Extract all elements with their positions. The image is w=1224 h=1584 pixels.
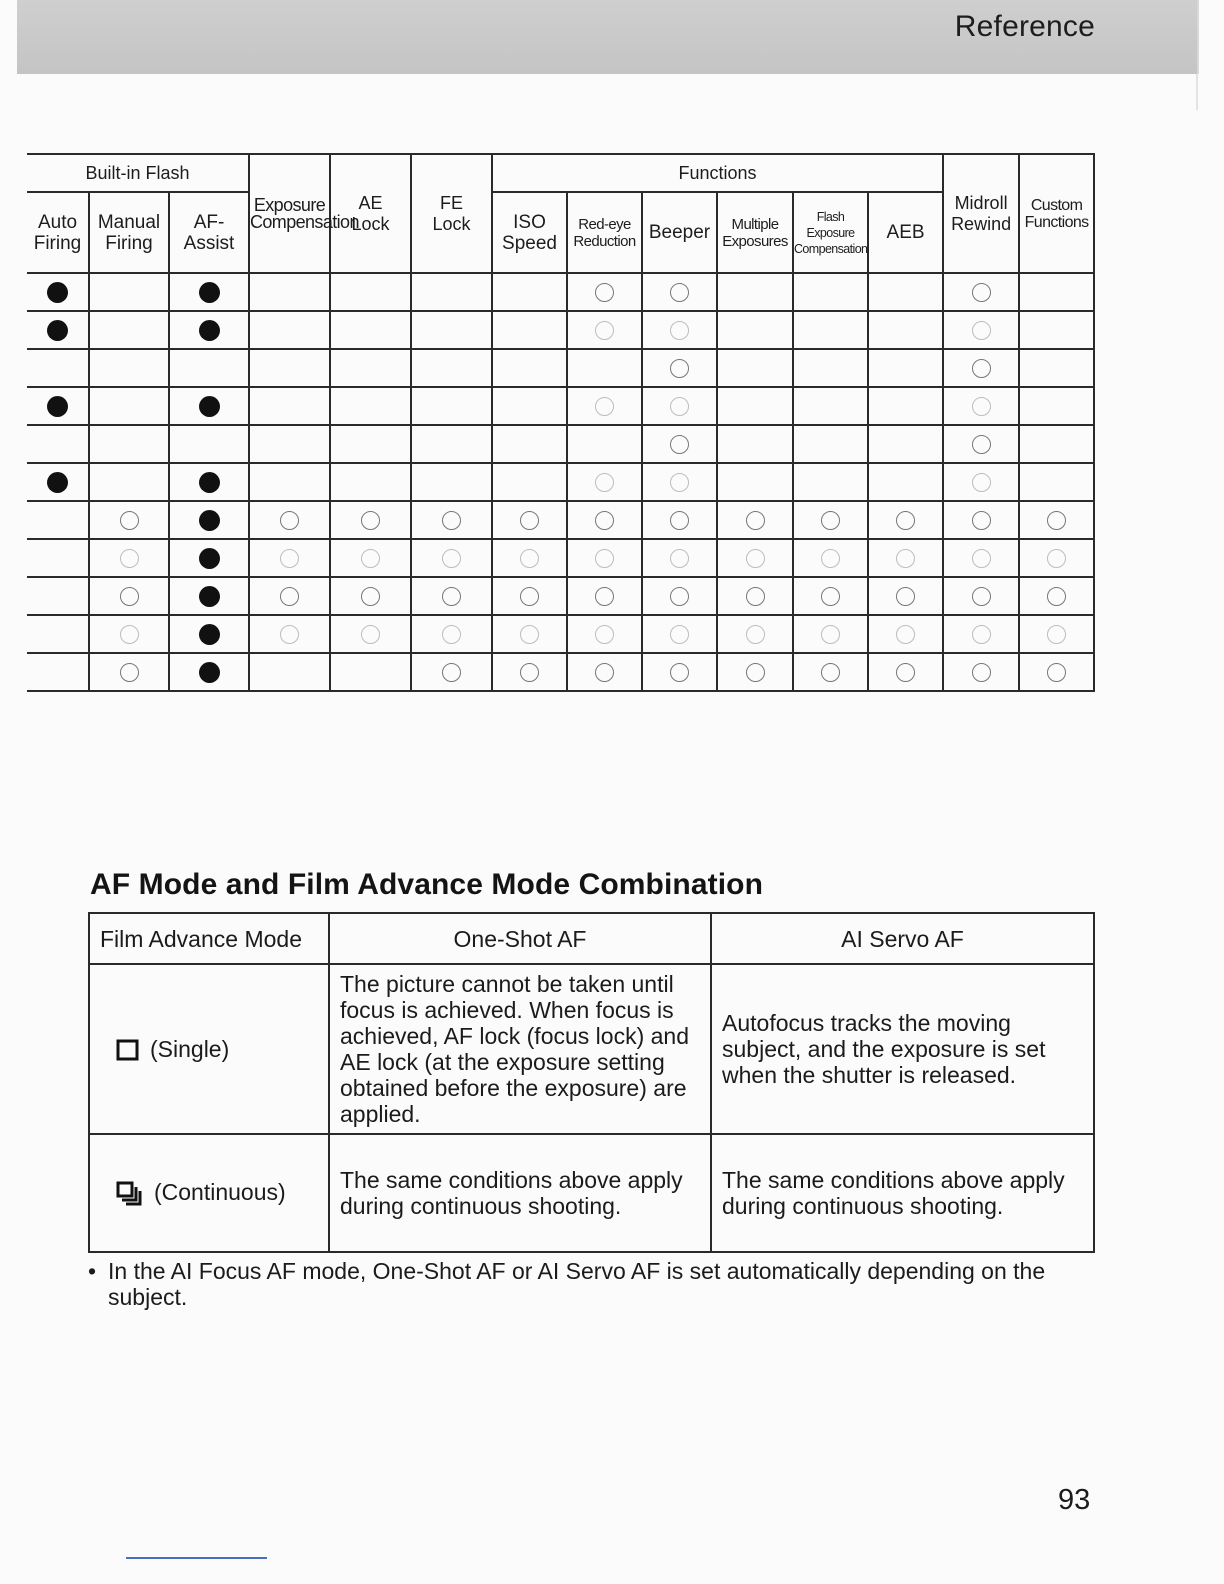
open-circle-icon: [746, 549, 765, 568]
grid-cell-auto-firing: [27, 425, 89, 463]
open-circle-icon: [972, 435, 991, 454]
grid-cell-exposure-comp: [249, 273, 330, 311]
open-circle-icon: [746, 587, 765, 606]
grid-cell-iso-speed: [492, 311, 567, 349]
grid-cell-aeb: [868, 349, 943, 387]
grid-cell-custom-functions: [1019, 501, 1094, 539]
grid-cell-ae-lock: [330, 463, 411, 501]
grid-row: [27, 539, 1094, 577]
filled-dot-icon: [199, 586, 220, 607]
open-circle-icon: [972, 473, 991, 492]
footnote: [88, 1258, 1098, 1310]
open-circle-icon: [896, 511, 915, 530]
grid-cell-custom-functions: [1019, 577, 1094, 615]
filled-dot-icon: [199, 472, 220, 493]
filled-dot-icon: [199, 510, 220, 531]
open-circle-icon: [595, 663, 614, 682]
open-circle-icon: [595, 397, 614, 416]
grid-cell-exposure-comp: [249, 425, 330, 463]
grid-cell-auto-firing: [27, 615, 89, 653]
grid-cell-aeb: [868, 463, 943, 501]
grid-cell-multiple-exposures: [717, 577, 793, 615]
filled-dot-icon: [199, 662, 220, 683]
open-circle-icon: [896, 625, 915, 644]
page-title: Reference: [954, 10, 1095, 43]
mode-label: (Continuous): [154, 1179, 286, 1206]
grid-cell-iso-speed: [492, 273, 567, 311]
grid-cell-auto-firing: [27, 387, 89, 425]
open-circle-icon: [361, 549, 380, 568]
open-circle-icon: [442, 549, 461, 568]
mode-cell-single: [89, 964, 329, 1134]
grid-cell-midroll-rewind: [943, 539, 1019, 577]
grid-row: [27, 273, 1094, 311]
grid-cell-beeper: [642, 501, 717, 539]
grid-cell-auto-firing: [27, 463, 89, 501]
grid-cell-aeb: [868, 387, 943, 425]
grid-cell-auto-firing: [27, 653, 89, 691]
grid-cell-beeper: [642, 577, 717, 615]
grid-cell-fe-lock: [411, 577, 492, 615]
grid-row: [27, 653, 1094, 691]
header-film-advance-mode: Film Advance Mode: [89, 913, 329, 964]
grid-cell-fe-lock: [411, 311, 492, 349]
filled-dot-icon: [47, 472, 68, 493]
footnote-text: In the AI Focus AF mode, One-Shot AF or AI Servo AF is set automatically depending on the subject.: [108, 1258, 1046, 1310]
grid-cell-iso-speed: [492, 349, 567, 387]
grid-cell-flash-exposure-comp: [793, 501, 868, 539]
grid-cell-iso-speed: [492, 463, 567, 501]
grid-cell-midroll-rewind: [943, 501, 1019, 539]
grid-cell-iso-speed: [492, 425, 567, 463]
grid-cell-beeper: [642, 463, 717, 501]
grid-cell-red-eye: [567, 349, 642, 387]
grid-cell-manual-firing: [89, 311, 169, 349]
open-circle-icon: [1047, 587, 1066, 606]
filled-dot-icon: [199, 396, 220, 417]
open-circle-icon: [520, 549, 539, 568]
page-edge-line: [1196, 74, 1198, 110]
open-circle-icon: [520, 587, 539, 606]
grid-cell-fe-lock: [411, 615, 492, 653]
grid-cell-fe-lock: [411, 653, 492, 691]
open-circle-icon: [120, 587, 139, 606]
open-circle-icon: [972, 511, 991, 530]
grid-cell-flash-exposure-comp: [793, 311, 868, 349]
open-circle-icon: [442, 625, 461, 644]
grid-cell-midroll-rewind: [943, 463, 1019, 501]
open-circle-icon: [595, 625, 614, 644]
grid-cell-flash-exposure-comp: [793, 539, 868, 577]
open-circle-icon: [361, 587, 380, 606]
grid-cell-af-assist: [169, 577, 249, 615]
grid-cell-multiple-exposures: [717, 463, 793, 501]
header-band: [17, 0, 1199, 74]
grid-cell-af-assist: [169, 273, 249, 311]
grid-cell-red-eye: [567, 273, 642, 311]
grid-cell-fe-lock: [411, 463, 492, 501]
open-circle-icon: [1047, 549, 1066, 568]
open-circle-icon: [520, 663, 539, 682]
grid-cell-manual-firing: [89, 539, 169, 577]
filled-dot-icon: [199, 320, 220, 341]
open-circle-icon: [120, 663, 139, 682]
grid-cell-manual-firing: [89, 577, 169, 615]
grid-cell-fe-lock: [411, 501, 492, 539]
col-header-af-assist: AF- Assist: [169, 192, 249, 273]
open-circle-icon: [670, 359, 689, 378]
open-circle-icon: [670, 511, 689, 530]
grid-cell-ae-lock: [330, 425, 411, 463]
open-circle-icon: [746, 625, 765, 644]
grid-cell-custom-functions: [1019, 311, 1094, 349]
grid-cell-ae-lock: [330, 273, 411, 311]
col-header-midroll-rewind: Midroll Rewind: [943, 154, 1019, 273]
page-number: 93: [1058, 1484, 1091, 1516]
col-header-manual-firing: Manual Firing: [89, 192, 169, 273]
open-circle-icon: [120, 625, 139, 644]
grid-cell-midroll-rewind: [943, 425, 1019, 463]
grid-cell-fe-lock: [411, 387, 492, 425]
grid-cell-iso-speed: [492, 501, 567, 539]
grid-cell-auto-firing: [27, 501, 89, 539]
grid-cell-exposure-comp: [249, 463, 330, 501]
grid-cell-midroll-rewind: [943, 653, 1019, 691]
grid-cell-red-eye: [567, 425, 642, 463]
compatibility-table: [27, 153, 1095, 692]
grid-cell-flash-exposure-comp: [793, 615, 868, 653]
open-circle-icon: [670, 473, 689, 492]
grid-cell-aeb: [868, 577, 943, 615]
grid-cell-midroll-rewind: [943, 349, 1019, 387]
col-header-ae-lock: AE Lock: [330, 154, 411, 273]
mode-cell-continuous: [89, 1134, 329, 1252]
open-circle-icon: [972, 321, 991, 340]
grid-cell-ae-lock: [330, 501, 411, 539]
open-circle-icon: [972, 663, 991, 682]
grid-row: [27, 615, 1094, 653]
grid-cell-iso-speed: [492, 653, 567, 691]
col-header-fe-lock: FE Lock: [411, 154, 492, 273]
filled-dot-icon: [199, 282, 220, 303]
open-circle-icon: [896, 549, 915, 568]
grid-cell-iso-speed: [492, 577, 567, 615]
grid-cell-beeper: [642, 273, 717, 311]
open-circle-icon: [280, 587, 299, 606]
grid-cell-beeper: [642, 349, 717, 387]
grid-cell-af-assist: [169, 311, 249, 349]
grid-cell-red-eye: [567, 615, 642, 653]
grid-cell-custom-functions: [1019, 349, 1094, 387]
col-header-multiple-exposures: Multiple Exposures: [717, 192, 793, 273]
grid-cell-flash-exposure-comp: [793, 273, 868, 311]
grid-cell-midroll-rewind: [943, 615, 1019, 653]
grid-cell-auto-firing: [27, 349, 89, 387]
grid-cell-af-assist: [169, 463, 249, 501]
grid-cell-exposure-comp: [249, 501, 330, 539]
grid-cell-ae-lock: [330, 387, 411, 425]
grid-cell-flash-exposure-comp: [793, 387, 868, 425]
open-circle-icon: [361, 511, 380, 530]
open-circle-icon: [280, 625, 299, 644]
open-circle-icon: [280, 549, 299, 568]
grid-cell-af-assist: [169, 349, 249, 387]
filled-dot-icon: [47, 282, 68, 303]
grid-cell-multiple-exposures: [717, 387, 793, 425]
continuous-frames-icon: [116, 1181, 144, 1207]
grid-cell-beeper: [642, 539, 717, 577]
grid-cell-fe-lock: [411, 349, 492, 387]
grid-cell-midroll-rewind: [943, 311, 1019, 349]
ai-servo-cell: The same conditions above apply during continuous shooting.: [711, 1134, 1094, 1252]
grid-cell-ae-lock: [330, 577, 411, 615]
grid-cell-ae-lock: [330, 311, 411, 349]
grid-cell-flash-exposure-comp: [793, 463, 868, 501]
open-circle-icon: [1047, 663, 1066, 682]
open-circle-icon: [120, 511, 139, 530]
grid-cell-auto-firing: [27, 311, 89, 349]
compatibility-table-body: [27, 273, 1094, 691]
grid-cell-custom-functions: [1019, 615, 1094, 653]
grid-cell-aeb: [868, 273, 943, 311]
open-circle-icon: [670, 587, 689, 606]
grid-cell-red-eye: [567, 539, 642, 577]
grid-cell-auto-firing: [27, 539, 89, 577]
grid-cell-fe-lock: [411, 425, 492, 463]
grid-cell-aeb: [868, 615, 943, 653]
grid-cell-auto-firing: [27, 273, 89, 311]
section-heading: AF Mode and Film Advance Mode Combination: [90, 868, 764, 901]
one-shot-cell: The picture cannot be taken until focus is achieved. When focus is achieved, AF lock (focus lock) and AE lock (at the exposure setting obtained before the exposure) are applied.: [329, 964, 711, 1134]
col-header-aeb: AEB: [868, 192, 943, 273]
grid-cell-manual-firing: [89, 463, 169, 501]
open-circle-icon: [821, 549, 840, 568]
grid-cell-exposure-comp: [249, 349, 330, 387]
open-circle-icon: [670, 625, 689, 644]
open-circle-icon: [1047, 625, 1066, 644]
grid-cell-manual-firing: [89, 425, 169, 463]
grid-cell-multiple-exposures: [717, 653, 793, 691]
grid-cell-aeb: [868, 653, 943, 691]
grid-cell-flash-exposure-comp: [793, 425, 868, 463]
single-frame-icon: [116, 1038, 140, 1062]
ai-servo-cell: Autofocus tracks the moving subject, and the exposure is set when the shutter is released.: [711, 964, 1094, 1134]
open-circle-icon: [972, 587, 991, 606]
grid-cell-red-eye: [567, 463, 642, 501]
col-header-red-eye: Red-eye Reduction: [567, 192, 642, 273]
grid-cell-fe-lock: [411, 539, 492, 577]
open-circle-icon: [280, 511, 299, 530]
grid-cell-auto-firing: [27, 577, 89, 615]
grid-cell-af-assist: [169, 615, 249, 653]
grid-cell-ae-lock: [330, 349, 411, 387]
grid-cell-red-eye: [567, 501, 642, 539]
filled-dot-icon: [47, 396, 68, 417]
open-circle-icon: [442, 587, 461, 606]
open-circle-icon: [670, 663, 689, 682]
grid-cell-aeb: [868, 425, 943, 463]
grid-cell-custom-functions: [1019, 463, 1094, 501]
grid-cell-manual-firing: [89, 349, 169, 387]
open-circle-icon: [520, 625, 539, 644]
grid-cell-multiple-exposures: [717, 273, 793, 311]
grid-row: [27, 425, 1094, 463]
grid-cell-beeper: [642, 425, 717, 463]
open-circle-icon: [595, 549, 614, 568]
grid-cell-exposure-comp: [249, 615, 330, 653]
open-circle-icon: [746, 663, 765, 682]
open-circle-icon: [746, 511, 765, 530]
grid-cell-multiple-exposures: [717, 425, 793, 463]
one-shot-cell: The same conditions above apply during continuous shooting.: [329, 1134, 711, 1252]
col-header-flash-exposure-comp: Flash Exposure Compensation: [793, 192, 868, 273]
grid-cell-red-eye: [567, 387, 642, 425]
grid-cell-custom-functions: [1019, 539, 1094, 577]
grid-cell-flash-exposure-comp: [793, 653, 868, 691]
open-circle-icon: [896, 587, 915, 606]
grid-cell-manual-firing: [89, 615, 169, 653]
col-header-custom-functions: Custom Functions: [1019, 154, 1094, 273]
grid-cell-custom-functions: [1019, 273, 1094, 311]
open-circle-icon: [821, 663, 840, 682]
grid-cell-exposure-comp: [249, 311, 330, 349]
footer-rule: [126, 1557, 267, 1559]
open-circle-icon: [520, 511, 539, 530]
open-circle-icon: [670, 397, 689, 416]
open-circle-icon: [1047, 511, 1066, 530]
grid-cell-af-assist: [169, 387, 249, 425]
open-circle-icon: [120, 549, 139, 568]
grid-cell-fe-lock: [411, 273, 492, 311]
grid-cell-flash-exposure-comp: [793, 577, 868, 615]
group-header-functions: Functions: [492, 154, 943, 192]
open-circle-icon: [595, 587, 614, 606]
open-circle-icon: [821, 587, 840, 606]
grid-cell-aeb: [868, 311, 943, 349]
grid-cell-beeper: [642, 311, 717, 349]
open-circle-icon: [442, 511, 461, 530]
grid-cell-red-eye: [567, 577, 642, 615]
grid-cell-red-eye: [567, 653, 642, 691]
grid-row: [27, 349, 1094, 387]
open-circle-icon: [361, 625, 380, 644]
grid-cell-exposure-comp: [249, 653, 330, 691]
grid-cell-iso-speed: [492, 615, 567, 653]
grid-cell-aeb: [868, 539, 943, 577]
grid-cell-af-assist: [169, 539, 249, 577]
grid-cell-iso-speed: [492, 387, 567, 425]
grid-cell-af-assist: [169, 653, 249, 691]
grid-cell-custom-functions: [1019, 387, 1094, 425]
grid-cell-beeper: [642, 653, 717, 691]
grid-cell-ae-lock: [330, 653, 411, 691]
open-circle-icon: [595, 511, 614, 530]
col-header-auto-firing: Auto Firing: [27, 192, 89, 273]
grid-row: [27, 387, 1094, 425]
table-row: [89, 1134, 1094, 1252]
open-circle-icon: [595, 321, 614, 340]
mode-label: (Single): [150, 1035, 230, 1062]
grid-row: [27, 577, 1094, 615]
open-circle-icon: [972, 283, 991, 302]
grid-cell-af-assist: [169, 425, 249, 463]
grid-cell-multiple-exposures: [717, 539, 793, 577]
grid-cell-manual-firing: [89, 273, 169, 311]
grid-cell-multiple-exposures: [717, 311, 793, 349]
open-circle-icon: [595, 473, 614, 492]
grid-cell-manual-firing: [89, 653, 169, 691]
open-circle-icon: [972, 359, 991, 378]
grid-cell-custom-functions: [1019, 425, 1094, 463]
grid-cell-exposure-comp: [249, 387, 330, 425]
open-circle-icon: [670, 549, 689, 568]
grid-cell-midroll-rewind: [943, 387, 1019, 425]
table-row: [89, 964, 1094, 1134]
open-circle-icon: [442, 663, 461, 682]
open-circle-icon: [670, 283, 689, 302]
grid-cell-af-assist: [169, 501, 249, 539]
grid-cell-multiple-exposures: [717, 349, 793, 387]
open-circle-icon: [972, 549, 991, 568]
grid-cell-ae-lock: [330, 615, 411, 653]
grid-cell-multiple-exposures: [717, 615, 793, 653]
filled-dot-icon: [47, 320, 68, 341]
grid-cell-beeper: [642, 615, 717, 653]
filled-dot-icon: [199, 548, 220, 569]
header-ai-servo-af: AI Servo AF: [711, 913, 1094, 964]
grid-cell-midroll-rewind: [943, 577, 1019, 615]
grid-cell-manual-firing: [89, 387, 169, 425]
open-circle-icon: [896, 663, 915, 682]
group-header-built-in-flash: Built-in Flash: [27, 154, 249, 192]
open-circle-icon: [972, 625, 991, 644]
grid-row: [27, 463, 1094, 501]
grid-cell-ae-lock: [330, 539, 411, 577]
grid-cell-multiple-exposures: [717, 501, 793, 539]
filled-dot-icon: [199, 624, 220, 645]
open-circle-icon: [595, 283, 614, 302]
grid-cell-iso-speed: [492, 539, 567, 577]
grid-cell-beeper: [642, 387, 717, 425]
bullet-glyph: •: [88, 1258, 97, 1284]
col-header-exposure-comp: Exposure Compensation: [249, 154, 330, 273]
grid-row: [27, 501, 1094, 539]
grid-cell-red-eye: [567, 311, 642, 349]
grid-cell-midroll-rewind: [943, 273, 1019, 311]
grid-cell-custom-functions: [1019, 653, 1094, 691]
open-circle-icon: [821, 511, 840, 530]
grid-cell-manual-firing: [89, 501, 169, 539]
open-circle-icon: [821, 625, 840, 644]
col-header-iso-speed: ISO Speed: [492, 192, 567, 273]
grid-cell-exposure-comp: [249, 577, 330, 615]
grid-cell-exposure-comp: [249, 539, 330, 577]
open-circle-icon: [670, 321, 689, 340]
open-circle-icon: [670, 435, 689, 454]
grid-cell-aeb: [868, 501, 943, 539]
open-circle-icon: [972, 397, 991, 416]
grid-cell-flash-exposure-comp: [793, 349, 868, 387]
grid-row: [27, 311, 1094, 349]
header-one-shot-af: One-Shot AF: [329, 913, 711, 964]
af-mode-table: [88, 912, 1095, 1253]
col-header-beeper: Beeper: [642, 192, 717, 273]
